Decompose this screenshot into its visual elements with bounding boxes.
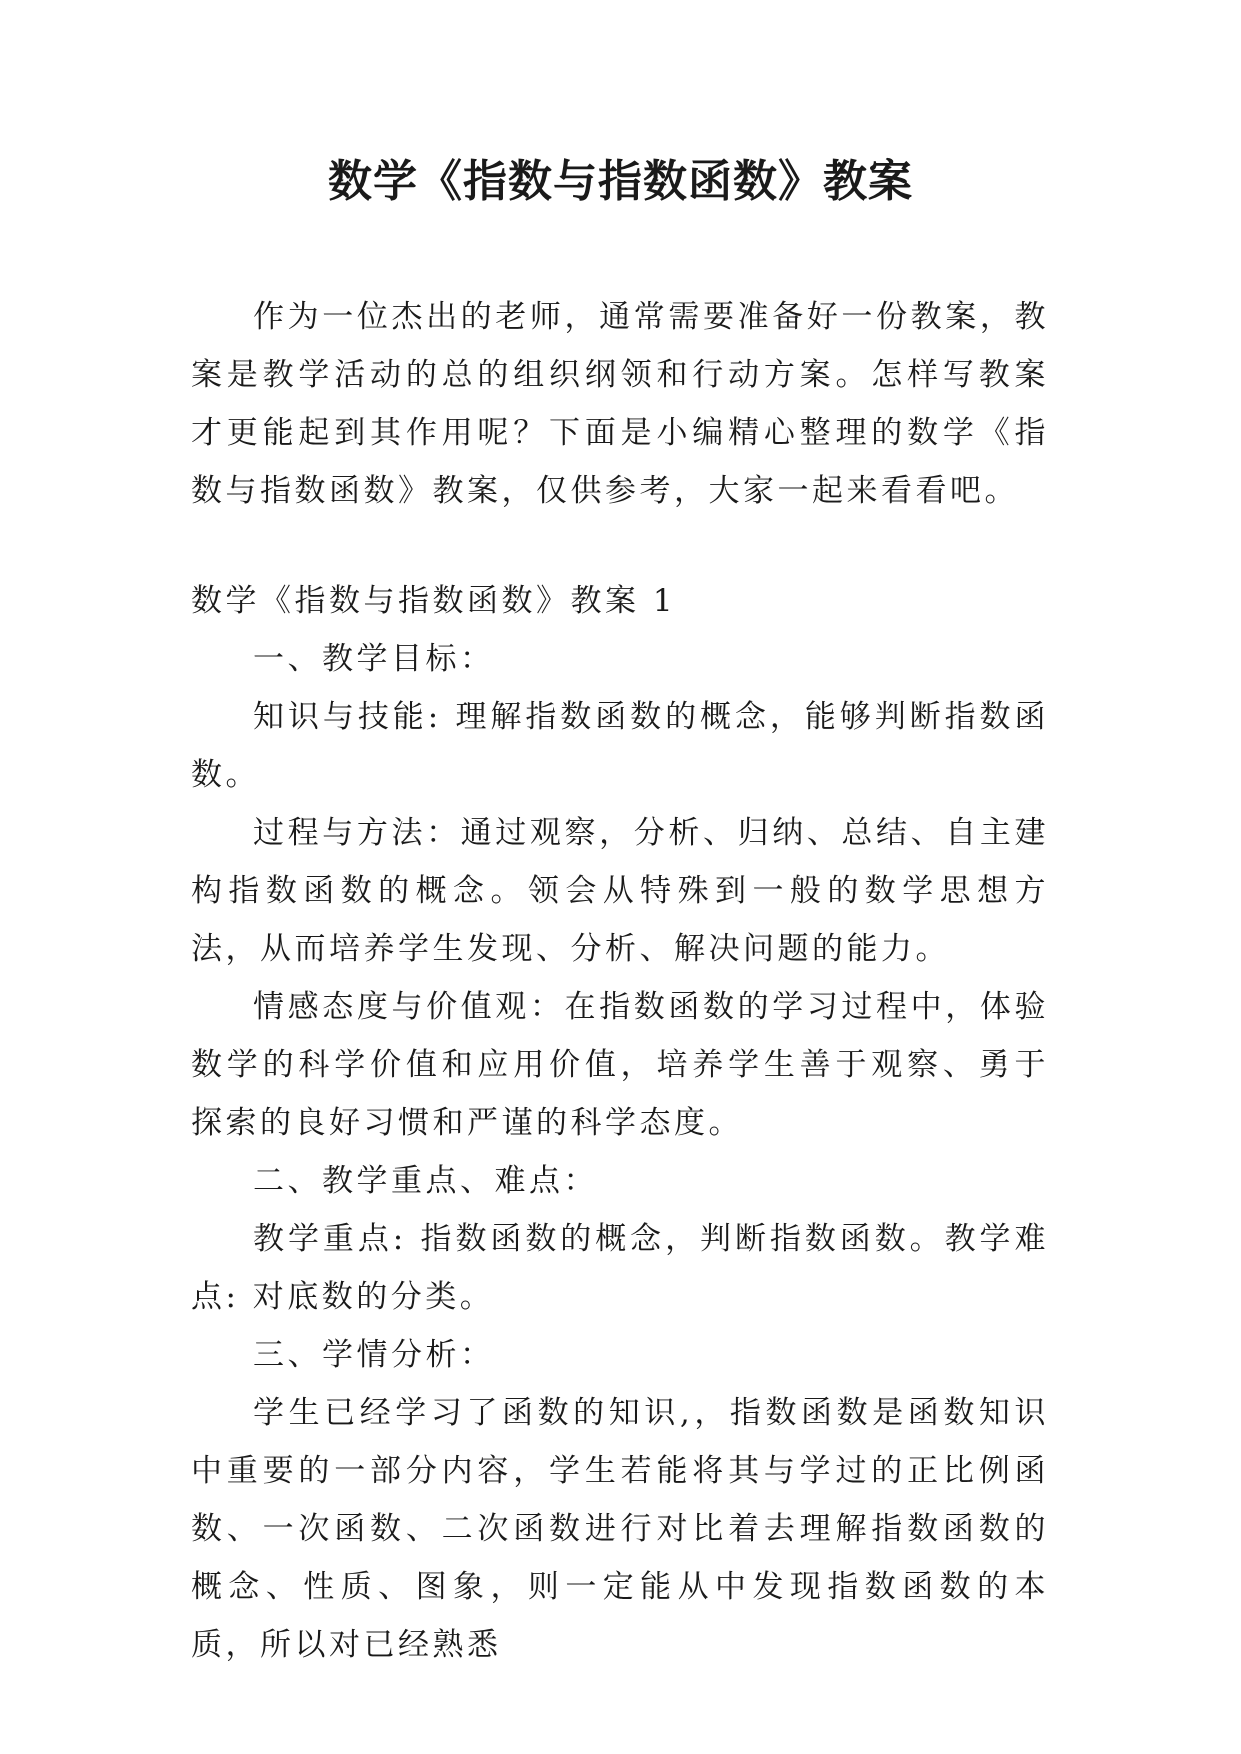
paragraph-knowledge-skills: 知识与技能: 理解指数函数的概念，能够判断指数函数。 [191, 699, 1049, 793]
heading-key-difficult-points: 二、教学重点、难点： [253, 1163, 598, 1199]
intro-paragraph: 作为一位杰出的老师，通常需要准备好一份教案，教案是教学活动的总的组织纲领和行动方案。怎样写教案才更能起到其作用呢？下面是小编精心整理的数学《指数与指数函数》教案，仅供参考，大家一起来看看吧。 [191, 299, 1049, 509]
heading-teaching-goals: 一、教学目标： [253, 641, 495, 677]
paragraph-process-methods: 过程与方法：通过观察，分析、归纳、总结、自主建构指数函数的概念。领会从特殊到一般的数学思想方法，从而培养学生发现、分析、解决问题的能力。 [191, 815, 1049, 967]
document-body [191, 288, 1049, 1674]
paragraph-emotional-values: 情感态度与价值观：在指数函数的学习过程中，体验数学的科学价值和应用价值，培养学生善于观察、勇于探索的良好习惯和严谨的科学态度。 [191, 989, 1049, 1141]
section-heading: 数学《指数与指数函数》教案 1 [191, 583, 677, 619]
document-title: 数学《指数与指数函数》教案 [328, 156, 913, 207]
paragraph-student-analysis: 学生已经学习了函数的知识,，指数函数是函数知识中重要的一部分内容，学生若能将其与学过的正比例函数、一次函数、二次函数进行对比着去理解指数函数的概念、性质、图象，则一定能从中发现指数函数的本质，所以对已经熟悉 [191, 1395, 1049, 1663]
paragraph-key-points: 教学重点: 指数函数的概念，判断指数函数。教学难点: 对底数的分类。 [191, 1221, 1049, 1315]
heading-student-analysis: 三、学情分析： [253, 1337, 495, 1373]
